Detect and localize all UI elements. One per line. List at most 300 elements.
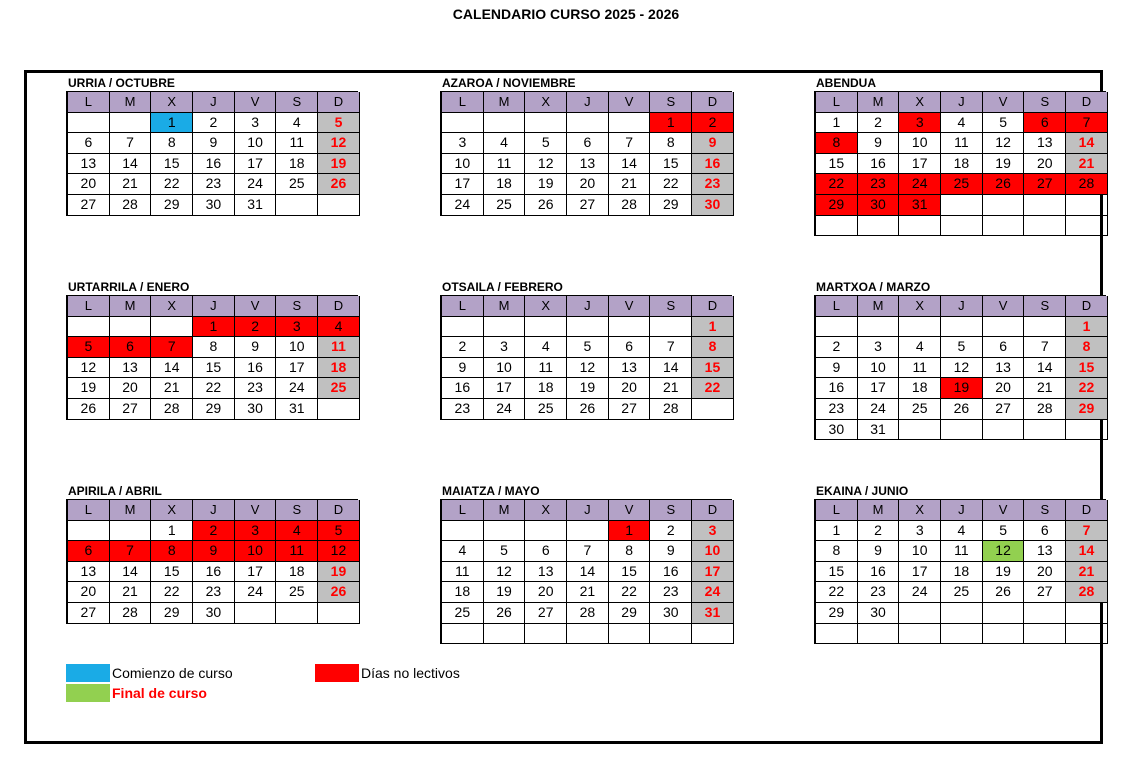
day-cell: 5 [68, 337, 110, 358]
day-cell: 8 [816, 541, 858, 562]
month-june [814, 483, 1106, 644]
weekday-header: L [816, 296, 858, 317]
empty-cell [1024, 603, 1066, 624]
weekday-header: D [318, 296, 360, 317]
empty-cell [983, 317, 1025, 338]
weekday-header: S [276, 92, 318, 113]
day-cell: 19 [68, 378, 110, 399]
empty-cell [941, 624, 983, 645]
day-cell: 21 [1024, 378, 1066, 399]
empty-cell [1066, 603, 1108, 624]
empty-cell [525, 624, 567, 645]
weekday-header: S [276, 500, 318, 521]
day-cell: 21 [110, 174, 152, 195]
day-cell: 22 [151, 582, 193, 603]
day-cell: 12 [68, 358, 110, 379]
day-cell: 8 [151, 541, 193, 562]
day-cell: 22 [816, 582, 858, 603]
day-cell: 7 [567, 541, 609, 562]
weekday-header: L [816, 92, 858, 113]
weekday-header: X [899, 296, 941, 317]
day-cell: 21 [1066, 562, 1108, 583]
day-cell: 26 [484, 603, 526, 624]
day-cell: 13 [525, 562, 567, 583]
day-cell: 15 [1066, 358, 1108, 379]
day-cell: 27 [525, 603, 567, 624]
empty-cell [1066, 195, 1108, 216]
day-cell: 18 [276, 154, 318, 175]
empty-cell [983, 624, 1025, 645]
day-cell: 9 [816, 358, 858, 379]
month-grid [440, 91, 732, 216]
month-october [66, 75, 358, 216]
day-cell: 27 [609, 399, 651, 420]
day-cell: 20 [525, 582, 567, 603]
day-cell: 19 [941, 378, 983, 399]
empty-cell [525, 317, 567, 338]
day-cell: 11 [442, 562, 484, 583]
day-cell: 28 [110, 195, 152, 216]
empty-cell [442, 624, 484, 645]
day-cell: 2 [858, 521, 900, 542]
empty-cell [235, 603, 277, 624]
empty-cell [484, 624, 526, 645]
day-cell: 12 [484, 562, 526, 583]
day-cell: 29 [193, 399, 235, 420]
day-cell: 21 [151, 378, 193, 399]
month-grid [814, 499, 1106, 644]
day-cell: 28 [567, 603, 609, 624]
empty-cell [276, 603, 318, 624]
day-cell: 16 [858, 154, 900, 175]
day-cell: 14 [1066, 133, 1108, 154]
day-cell: 11 [899, 358, 941, 379]
day-cell: 13 [567, 154, 609, 175]
legend-holidays-label: Días no lectivos [361, 665, 460, 681]
day-cell: 9 [858, 133, 900, 154]
empty-cell [899, 216, 941, 237]
day-cell: 2 [442, 337, 484, 358]
day-cell: 17 [858, 378, 900, 399]
weekday-header: M [110, 92, 152, 113]
weekday-header: M [110, 500, 152, 521]
empty-cell [858, 216, 900, 237]
day-cell: 11 [941, 133, 983, 154]
empty-cell [1066, 624, 1108, 645]
empty-cell [525, 521, 567, 542]
weekday-header: L [442, 296, 484, 317]
day-cell: 2 [858, 113, 900, 134]
day-cell: 16 [235, 358, 277, 379]
day-cell: 23 [816, 399, 858, 420]
weekday-header: J [193, 500, 235, 521]
empty-cell [816, 216, 858, 237]
day-cell: 30 [193, 603, 235, 624]
day-cell: 19 [525, 174, 567, 195]
empty-cell [983, 216, 1025, 237]
empty-cell [318, 603, 360, 624]
day-cell: 13 [68, 562, 110, 583]
day-cell: 6 [609, 337, 651, 358]
day-cell: 5 [318, 521, 360, 542]
day-cell: 24 [276, 378, 318, 399]
empty-cell [899, 603, 941, 624]
day-cell: 25 [318, 378, 360, 399]
day-cell: 26 [318, 582, 360, 603]
day-cell: 23 [193, 174, 235, 195]
day-cell: 3 [235, 113, 277, 134]
day-cell: 7 [1066, 113, 1108, 134]
day-cell: 15 [193, 358, 235, 379]
weekday-header: J [567, 92, 609, 113]
empty-cell [983, 195, 1025, 216]
day-cell: 2 [193, 113, 235, 134]
month-grid [66, 91, 358, 216]
day-cell: 21 [1066, 154, 1108, 175]
empty-cell [983, 420, 1025, 441]
day-cell: 30 [858, 195, 900, 216]
day-cell: 14 [110, 562, 152, 583]
day-cell: 16 [858, 562, 900, 583]
day-cell: 8 [650, 133, 692, 154]
day-cell: 25 [941, 174, 983, 195]
day-cell: 15 [609, 562, 651, 583]
day-cell: 14 [609, 154, 651, 175]
day-cell: 17 [899, 562, 941, 583]
month-grid [66, 295, 358, 420]
day-cell: 22 [609, 582, 651, 603]
empty-cell [941, 420, 983, 441]
weekday-header: S [1024, 500, 1066, 521]
day-cell: 26 [983, 582, 1025, 603]
empty-cell [692, 624, 734, 645]
empty-cell [151, 317, 193, 338]
day-cell: 21 [567, 582, 609, 603]
weekday-header: J [567, 500, 609, 521]
weekday-header: J [941, 500, 983, 521]
day-cell: 8 [1066, 337, 1108, 358]
day-cell: 19 [484, 582, 526, 603]
empty-cell [110, 521, 152, 542]
day-cell: 19 [983, 154, 1025, 175]
day-cell: 11 [484, 154, 526, 175]
day-cell: 4 [318, 317, 360, 338]
day-cell: 30 [858, 603, 900, 624]
weekday-header: V [983, 296, 1025, 317]
empty-cell [484, 521, 526, 542]
day-cell: 25 [484, 195, 526, 216]
day-cell: 6 [525, 541, 567, 562]
day-cell: 4 [276, 113, 318, 134]
day-cell: 16 [442, 378, 484, 399]
day-cell: 20 [1024, 562, 1066, 583]
day-cell: 2 [816, 337, 858, 358]
day-cell: 31 [858, 420, 900, 441]
day-cell: 14 [1066, 541, 1108, 562]
empty-cell [941, 603, 983, 624]
day-cell: 24 [858, 399, 900, 420]
day-cell: 7 [1066, 521, 1108, 542]
day-cell: 29 [151, 603, 193, 624]
day-cell: 14 [1024, 358, 1066, 379]
weekday-header: X [525, 500, 567, 521]
day-cell: 3 [899, 521, 941, 542]
legend-course-start-label: Comienzo de curso [112, 665, 233, 681]
month-title: AZAROA / NOVIEMBRE [442, 76, 576, 90]
day-cell: 26 [983, 174, 1025, 195]
legend-course-start [66, 664, 233, 682]
empty-cell [68, 317, 110, 338]
course-end-swatch [66, 684, 110, 702]
day-cell: 28 [650, 399, 692, 420]
day-cell: 8 [816, 133, 858, 154]
month-grid [814, 295, 1106, 440]
weekday-header: D [318, 500, 360, 521]
day-cell: 5 [983, 113, 1025, 134]
empty-cell [1024, 317, 1066, 338]
day-cell: 2 [235, 317, 277, 338]
legend-holidays [315, 664, 460, 682]
day-cell: 26 [567, 399, 609, 420]
day-cell: 3 [442, 133, 484, 154]
day-cell: 22 [1066, 378, 1108, 399]
weekday-header: X [151, 500, 193, 521]
day-cell: 27 [68, 195, 110, 216]
day-cell: 6 [110, 337, 152, 358]
day-cell: 14 [151, 358, 193, 379]
weekday-header: S [650, 296, 692, 317]
day-cell: 5 [941, 337, 983, 358]
day-cell: 4 [525, 337, 567, 358]
day-cell: 22 [650, 174, 692, 195]
empty-cell [110, 317, 152, 338]
weekday-header: L [68, 92, 110, 113]
day-cell: 13 [609, 358, 651, 379]
day-cell: 15 [650, 154, 692, 175]
empty-cell [525, 113, 567, 134]
day-cell: 10 [276, 337, 318, 358]
empty-cell [567, 113, 609, 134]
month-may [440, 483, 732, 644]
day-cell: 29 [650, 195, 692, 216]
day-cell: 3 [858, 337, 900, 358]
day-cell: 27 [983, 399, 1025, 420]
empty-cell [858, 317, 900, 338]
empty-cell [276, 195, 318, 216]
empty-cell [567, 521, 609, 542]
weekday-header: X [151, 92, 193, 113]
day-cell: 9 [692, 133, 734, 154]
day-cell: 4 [276, 521, 318, 542]
day-cell: 1 [151, 113, 193, 134]
day-cell: 1 [816, 113, 858, 134]
empty-cell [567, 624, 609, 645]
weekday-header: M [858, 500, 900, 521]
day-cell: 4 [484, 133, 526, 154]
day-cell: 21 [650, 378, 692, 399]
empty-cell [816, 624, 858, 645]
empty-cell [110, 113, 152, 134]
weekday-header: J [941, 296, 983, 317]
day-cell: 26 [525, 195, 567, 216]
empty-cell [650, 624, 692, 645]
day-cell: 6 [68, 133, 110, 154]
day-cell: 28 [1066, 582, 1108, 603]
month-title: APIRILA / ABRIL [68, 484, 162, 498]
day-cell: 24 [899, 174, 941, 195]
weekday-header: X [525, 92, 567, 113]
weekday-header: V [609, 296, 651, 317]
day-cell: 17 [235, 154, 277, 175]
day-cell: 18 [941, 154, 983, 175]
day-cell: 27 [68, 603, 110, 624]
day-cell: 4 [899, 337, 941, 358]
day-cell: 13 [983, 358, 1025, 379]
day-cell: 24 [442, 195, 484, 216]
weekday-header: L [68, 500, 110, 521]
month-grid [66, 499, 358, 624]
weekday-header: D [318, 92, 360, 113]
empty-cell [484, 317, 526, 338]
day-cell: 16 [816, 378, 858, 399]
day-cell: 24 [692, 582, 734, 603]
empty-cell [318, 399, 360, 420]
empty-cell [650, 317, 692, 338]
weekday-header: J [193, 92, 235, 113]
day-cell: 29 [151, 195, 193, 216]
day-cell: 20 [609, 378, 651, 399]
day-cell: 29 [816, 603, 858, 624]
weekday-header: V [609, 500, 651, 521]
day-cell: 10 [858, 358, 900, 379]
day-cell: 24 [899, 582, 941, 603]
day-cell: 26 [68, 399, 110, 420]
day-cell: 22 [816, 174, 858, 195]
month-december [814, 75, 1106, 236]
empty-cell [899, 624, 941, 645]
empty-cell [442, 317, 484, 338]
legend-course-end-label: Final de curso [112, 685, 207, 701]
day-cell: 25 [941, 582, 983, 603]
day-cell: 15 [816, 154, 858, 175]
day-cell: 19 [318, 154, 360, 175]
day-cell: 12 [941, 358, 983, 379]
day-cell: 28 [1024, 399, 1066, 420]
weekday-header: V [983, 92, 1025, 113]
day-cell: 7 [609, 133, 651, 154]
day-cell: 11 [276, 133, 318, 154]
day-cell: 25 [442, 603, 484, 624]
day-cell: 2 [193, 521, 235, 542]
day-cell: 9 [650, 541, 692, 562]
day-cell: 24 [235, 582, 277, 603]
day-cell: 23 [650, 582, 692, 603]
day-cell: 30 [650, 603, 692, 624]
day-cell: 3 [899, 113, 941, 134]
empty-cell [1066, 216, 1108, 237]
day-cell: 10 [899, 133, 941, 154]
day-cell: 9 [193, 541, 235, 562]
month-title: MAIATZA / MAYO [442, 484, 540, 498]
page-title: CALENDARIO CURSO 2025 - 2026 [452, 6, 680, 22]
day-cell: 10 [692, 541, 734, 562]
day-cell: 20 [567, 174, 609, 195]
empty-cell [484, 113, 526, 134]
weekday-header: M [110, 296, 152, 317]
weekday-header: X [151, 296, 193, 317]
day-cell: 18 [899, 378, 941, 399]
day-cell: 24 [235, 174, 277, 195]
day-cell: 5 [318, 113, 360, 134]
empty-cell [68, 521, 110, 542]
day-cell: 7 [110, 541, 152, 562]
empty-cell [609, 624, 651, 645]
weekday-header: V [235, 92, 277, 113]
day-cell: 25 [276, 174, 318, 195]
day-cell: 7 [650, 337, 692, 358]
day-cell: 17 [235, 562, 277, 583]
month-grid [440, 295, 732, 420]
weekday-header: V [609, 92, 651, 113]
day-cell: 22 [151, 174, 193, 195]
day-cell: 14 [110, 154, 152, 175]
day-cell: 27 [1024, 174, 1066, 195]
day-cell: 4 [941, 521, 983, 542]
day-cell: 25 [276, 582, 318, 603]
day-cell: 1 [650, 113, 692, 134]
day-cell: 18 [276, 562, 318, 583]
day-cell: 19 [983, 562, 1025, 583]
day-cell: 18 [442, 582, 484, 603]
day-cell: 23 [442, 399, 484, 420]
month-january [66, 279, 358, 420]
weekday-header: X [525, 296, 567, 317]
day-cell: 12 [318, 133, 360, 154]
empty-cell [609, 317, 651, 338]
day-cell: 10 [235, 541, 277, 562]
day-cell: 23 [858, 174, 900, 195]
day-cell: 28 [151, 399, 193, 420]
day-cell: 12 [983, 541, 1025, 562]
day-cell: 5 [484, 541, 526, 562]
empty-cell [941, 216, 983, 237]
empty-cell [1024, 216, 1066, 237]
day-cell: 26 [941, 399, 983, 420]
day-cell: 18 [525, 378, 567, 399]
day-cell: 16 [193, 562, 235, 583]
day-cell: 13 [68, 154, 110, 175]
day-cell: 19 [567, 378, 609, 399]
empty-cell [68, 113, 110, 134]
day-cell: 1 [609, 521, 651, 542]
day-cell: 4 [442, 541, 484, 562]
weekday-header: M [484, 296, 526, 317]
day-cell: 13 [1024, 133, 1066, 154]
weekday-header: X [899, 92, 941, 113]
legend-course-end [66, 684, 207, 702]
day-cell: 20 [983, 378, 1025, 399]
day-cell: 14 [567, 562, 609, 583]
day-cell: 20 [68, 174, 110, 195]
day-cell: 23 [193, 582, 235, 603]
day-cell: 30 [692, 195, 734, 216]
day-cell: 10 [442, 154, 484, 175]
day-cell: 12 [567, 358, 609, 379]
day-cell: 5 [983, 521, 1025, 542]
empty-cell [1066, 420, 1108, 441]
weekday-header: V [235, 296, 277, 317]
month-title: URRIA / OCTUBRE [68, 76, 175, 90]
